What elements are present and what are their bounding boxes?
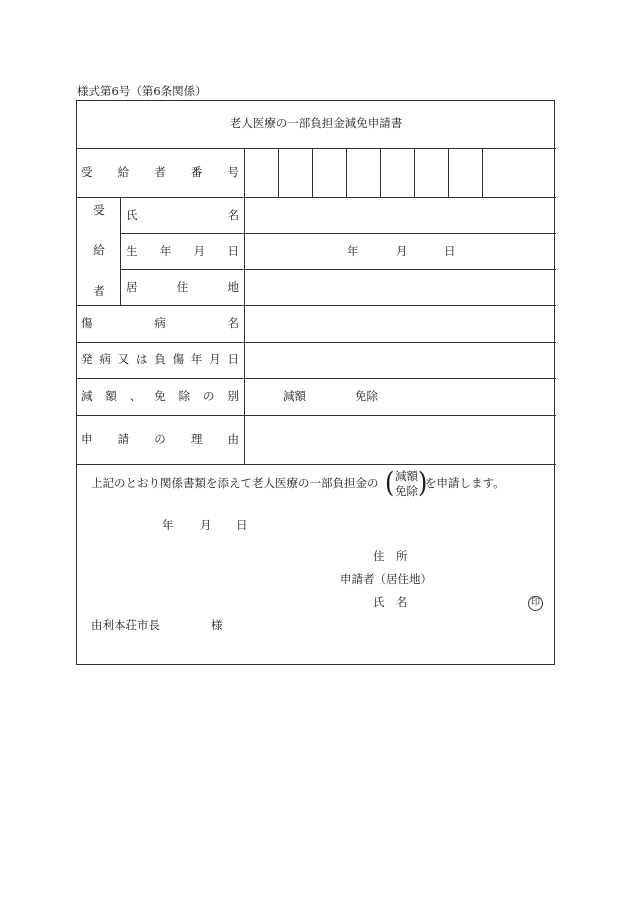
- divider: [76, 464, 556, 465]
- birthdate-month-unit: 月: [396, 244, 408, 258]
- addressee-honorific: 様: [211, 618, 223, 632]
- name-field[interactable]: [246, 199, 554, 232]
- application-year-unit: 年: [162, 518, 174, 532]
- illness-label: 傷 病 名: [81, 316, 239, 330]
- form-title: 老人医療の一部負担金減免申請書: [229, 116, 403, 130]
- divider: [120, 269, 556, 270]
- recipient-number-digit-5[interactable]: [381, 149, 414, 196]
- divider: [120, 233, 556, 234]
- declaration-option-reduction: 減額: [395, 469, 418, 483]
- applicant-address-label: 住 所: [373, 549, 408, 563]
- digit-divider: [482, 148, 483, 197]
- application-day-unit: 日: [236, 518, 248, 532]
- reason-field[interactable]: [246, 417, 554, 463]
- declaration-option-exemption: 免除: [395, 484, 418, 498]
- birthdate-year-unit: 年: [347, 244, 359, 258]
- divider: [76, 342, 556, 343]
- applicant-name-label: 氏 名: [373, 595, 408, 609]
- recipient-number-digit-2[interactable]: [279, 149, 312, 196]
- divider: [120, 197, 121, 305]
- recipient-number-digit-1[interactable]: [245, 149, 278, 196]
- open-bracket: (: [385, 466, 395, 500]
- recipient-number-digit-3[interactable]: [313, 149, 346, 196]
- close-bracket: ): [418, 466, 428, 500]
- declaration-text-end: を申請します。: [425, 476, 505, 490]
- address-label: 居 住 地: [126, 280, 239, 294]
- address-field[interactable]: [246, 271, 554, 304]
- application-month-unit: 月: [200, 518, 212, 532]
- divider: [76, 305, 556, 306]
- addressee-mayor: 由利本荘市長: [91, 618, 160, 632]
- divider: [76, 378, 556, 379]
- reason-label: 申 請 の 理 由: [81, 432, 239, 446]
- divider: [76, 197, 556, 198]
- reduction-option[interactable]: 減額: [283, 389, 306, 403]
- divider: [76, 415, 556, 416]
- onset-date-label: 発 病 又 は 負 傷 年 月 日: [81, 352, 239, 366]
- reduction-type-label: 減 額 、 免 除 の 別: [81, 389, 239, 403]
- form-number: 様式第6号（第6条関係）: [77, 84, 207, 98]
- declaration-text: 上記のとおり関係書類を添えて老人医療の一部負担金の: [91, 476, 379, 490]
- birthdate-label: 生 年 月 日: [126, 244, 239, 258]
- recipient-number-digit-7[interactable]: [449, 149, 482, 196]
- exemption-option[interactable]: 免除: [355, 389, 378, 403]
- illness-field[interactable]: [246, 307, 554, 341]
- birthdate-day-unit: 日: [444, 244, 456, 258]
- recipient-number-label: 受 給 者 番 号: [81, 165, 239, 179]
- name-label: 氏 名: [126, 208, 239, 222]
- recipient-number-digit-6[interactable]: [415, 149, 448, 196]
- recipient-group-label: 受 給 者: [93, 203, 105, 298]
- seal-mark-icon: 印: [528, 596, 543, 611]
- recipient-number-digit-4[interactable]: [347, 149, 380, 196]
- onset-date-field[interactable]: [246, 344, 554, 377]
- applicant-label: 申請者（居住地）: [340, 572, 432, 586]
